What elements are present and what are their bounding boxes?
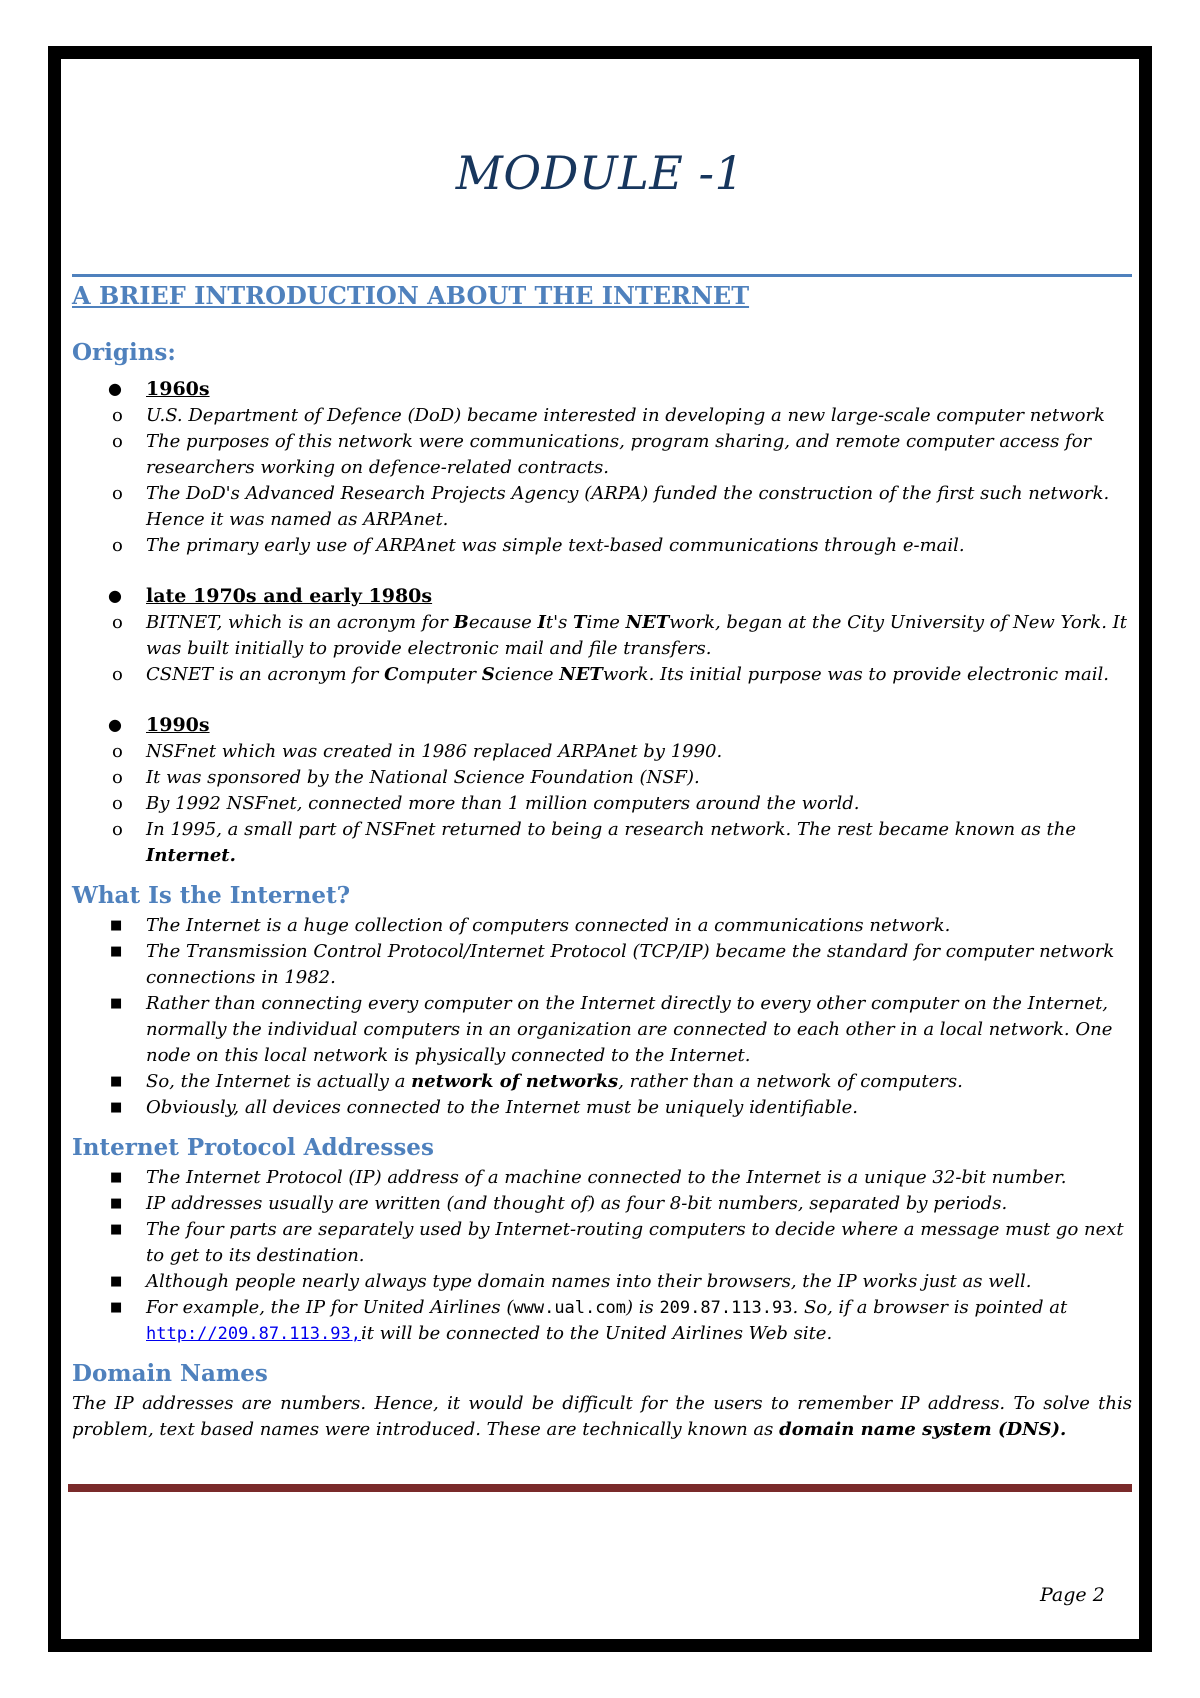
origins-heading: Origins: <box>72 339 176 366</box>
square-bullet-icon: ■ <box>110 1100 123 1115</box>
list-item: ■ The Internet Protocol (IP) address of a machine connected to the Internet is a unique 32-bit number. <box>72 1165 1132 1191</box>
square-bullet-icon: ■ <box>110 1222 123 1237</box>
square-bullet-icon: ■ <box>110 1300 123 1315</box>
document-body <box>72 338 1132 1443</box>
square-bullet-icon: ■ <box>110 996 123 1011</box>
module-title: MODULE -1 <box>455 146 745 200</box>
period-label: late 1970s and early 1980s <box>146 585 433 607</box>
list-item: ■ Rather than connecting every computer on the Internet directly to every other computer on the Internet, normally the individual computers in an organization are connected to each other in a local network. One node on this local network is physically connected to the Internet. <box>110 993 1113 1066</box>
page-number: Page 2 <box>1040 1584 1105 1606</box>
ip-link[interactable]: http://209.87.113.93, <box>146 1324 361 1344</box>
square-bullet-icon: ■ <box>110 944 123 959</box>
list-item: o In 1995, a small part of NSFnet returned to being a research network. The rest became known as the Internet. <box>112 819 1077 866</box>
origins-1960s-list <box>72 376 1132 559</box>
circle-bullet-icon: o <box>112 664 123 685</box>
square-bullet-icon: ■ <box>110 1170 123 1185</box>
circle-bullet-icon: o <box>112 483 123 504</box>
circle-bullet-icon: o <box>112 767 123 788</box>
circle-bullet-icon: o <box>112 612 123 633</box>
circle-bullet-icon: o <box>112 793 123 814</box>
list-item: o U.S. Department of Defence (DoD) became interested in developing a new large-scale computer network <box>72 403 1132 429</box>
ip-addresses-heading: Internet Protocol Addresses <box>72 1134 434 1161</box>
square-bullet-icon: ■ <box>110 1196 123 1211</box>
origins-1990s-list <box>72 712 1132 869</box>
what-is-internet-list <box>72 913 1132 1121</box>
period-item <box>72 376 1132 403</box>
circle-bullet-icon: o <box>112 431 123 452</box>
ip-addresses-list <box>72 1165 1132 1347</box>
circle-bullet-icon: o <box>112 405 123 426</box>
square-bullet-icon: ■ <box>110 1274 123 1289</box>
list-item: o The primary early use of ARPAnet was simple text-based communications through e-mail. <box>72 533 1132 559</box>
bullet-icon: ● <box>108 715 122 734</box>
period-label: 1960s <box>146 378 210 400</box>
period-item <box>72 712 1132 739</box>
list-item: o The DoD's Advanced Research Projects Agency (ARPA) funded the construction of the first such network. Hence it was named as ARPAnet. <box>112 483 1110 530</box>
square-bullet-icon: ■ <box>110 918 123 933</box>
list-item: o NSFnet which was created in 1986 replaced ARPAnet by 1990. <box>72 739 1132 765</box>
footer-rule <box>68 1484 1132 1492</box>
what-is-internet-heading: What Is the Internet? <box>72 882 351 909</box>
main-heading: A BRIEF INTRODUCTION ABOUT THE INTERNET <box>72 281 750 310</box>
period-item <box>72 583 1132 610</box>
list-item: ■ Obviously, all devices connected to the Internet must be uniquely identifiable. <box>72 1095 1132 1121</box>
domain-names-paragraph: The IP addresses are numbers. Hence, it would be difficult for the users to remember IP address. To solve this problem, text based names were introduced. These are technically known as domain name system (DNS). <box>72 1393 1132 1440</box>
circle-bullet-icon: o <box>112 535 123 556</box>
list-item: o By 1992 NSFnet, connected more than 1 million computers around the world. <box>72 791 1132 817</box>
square-bullet-icon: ■ <box>110 1074 123 1089</box>
domain-names-heading: Domain Names <box>72 1360 268 1387</box>
list-item: o CSNET is an acronym for Computer Science NETwork. Its initial purpose was to provide electronic mail. <box>72 662 1132 688</box>
list-item: ■ The Transmission Control Protocol/Internet Protocol (TCP/IP) became the standard for computer network connections in 1982. <box>110 941 1115 988</box>
list-item: ■ So, the Internet is actually a network of networks, rather than a network of computers. <box>72 1069 1132 1095</box>
list-item: ■ For example, the IP for United Airlines (www.ual.com) is 209.87.113.93. So, if a browser is pointed at http://209.87.113.93,it will be connected to the United Airlines Web site. <box>110 1297 1068 1344</box>
circle-bullet-icon: o <box>112 819 123 840</box>
period-label: 1990s <box>146 714 210 736</box>
heading-rule <box>72 274 1132 277</box>
list-item: ■ The Internet is a huge collection of computers connected in a communications network. <box>72 913 1132 939</box>
list-item: ■ The four parts are separately used by Internet-routing computers to decide where a message must go next to get to its destination. <box>110 1219 1124 1266</box>
list-item: o It was sponsored by the National Science Foundation (NSF). <box>72 765 1132 791</box>
bullet-icon: ● <box>108 379 122 398</box>
list-item: o BITNET, which is an acronym for Because It's Time NETwork, began at the City University of New York. It was built initially to provide electronic mail and file transfers. <box>112 612 1127 659</box>
bullet-icon: ● <box>108 586 122 605</box>
origins-1970s-list <box>72 583 1132 688</box>
list-item: ■ Although people nearly always type domain names into their browsers, the IP works just as well. <box>72 1269 1132 1295</box>
list-item: ■ IP addresses usually are written (and thought of) as four 8-bit numbers, separated by periods. <box>72 1191 1132 1217</box>
list-item: o The purposes of this network were communications, program sharing, and remote computer access for researchers working on defence-related contracts. <box>112 431 1092 478</box>
circle-bullet-icon: o <box>112 741 123 762</box>
